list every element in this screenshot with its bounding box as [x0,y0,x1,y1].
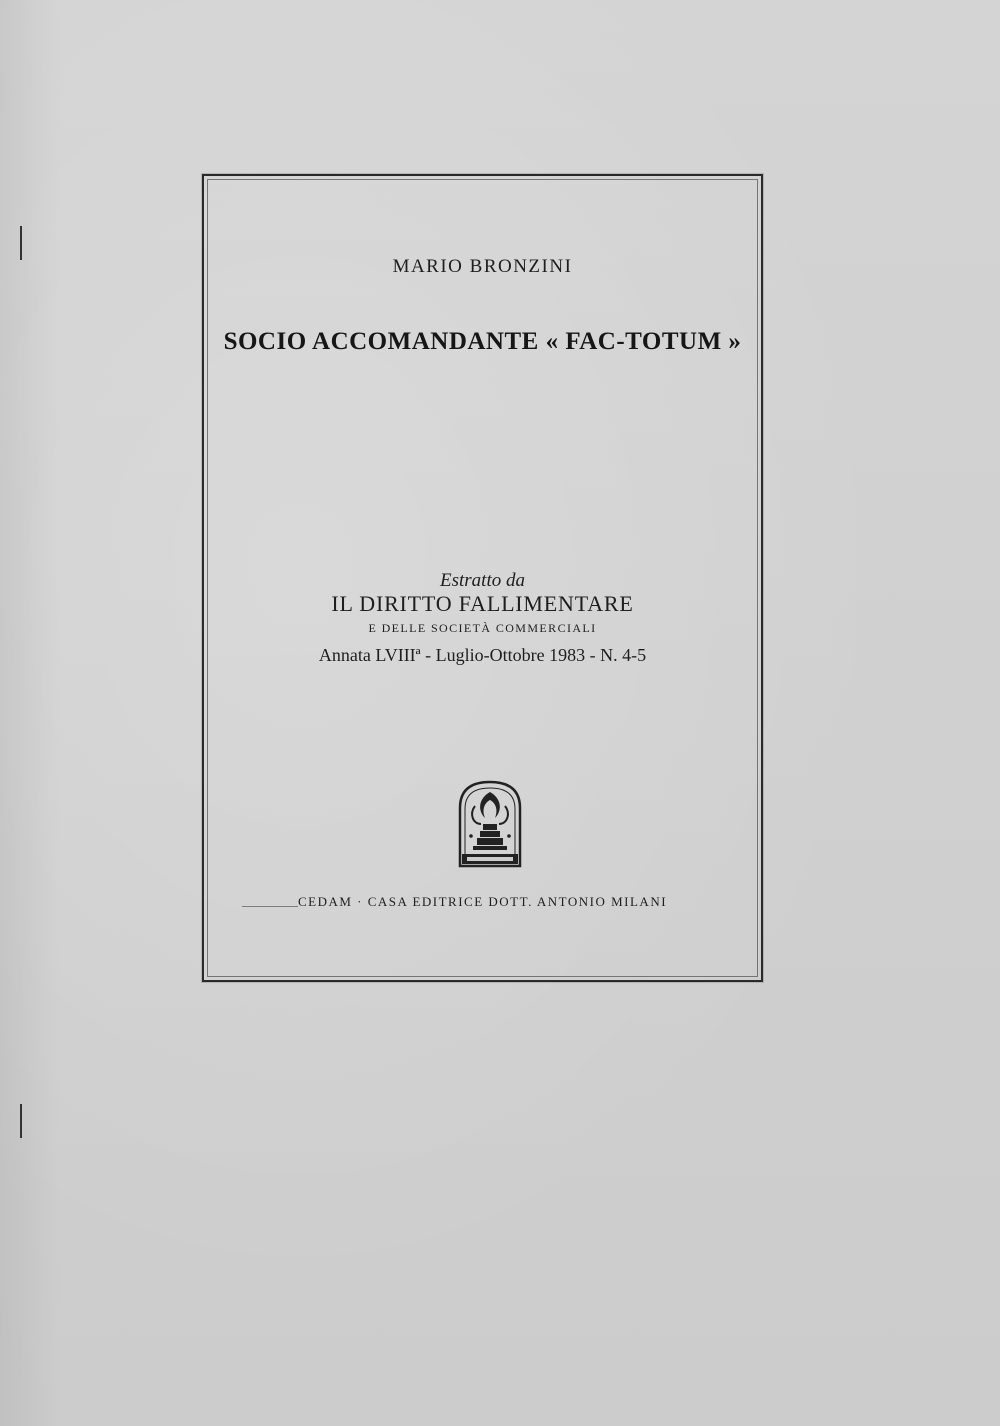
extract-label: Estratto da [440,570,525,591]
cover-frame [202,174,763,982]
journal-subtitle: E DELLE SOCIETÀ COMMERCIALI [368,621,597,635]
binding-mark [20,1104,22,1138]
journal-name: IL DIRITTO FALLIMENTARE [331,591,634,616]
issue-info: Annata LVIIIª - Luglio-Ottobre 1983 - N. 4-5 [318,645,647,665]
extract-info [204,570,761,668]
binding-mark [20,226,22,260]
publisher-name: CEDAM · CASA EDITRICE DOTT. ANTONIO MILANI [297,894,668,909]
publisher-emblem-icon [455,778,525,870]
document-title: SOCIO ACCOMANDANTE « FAC-TOTUM » [223,328,742,355]
author-name: MARIO BRONZINI [392,256,573,277]
